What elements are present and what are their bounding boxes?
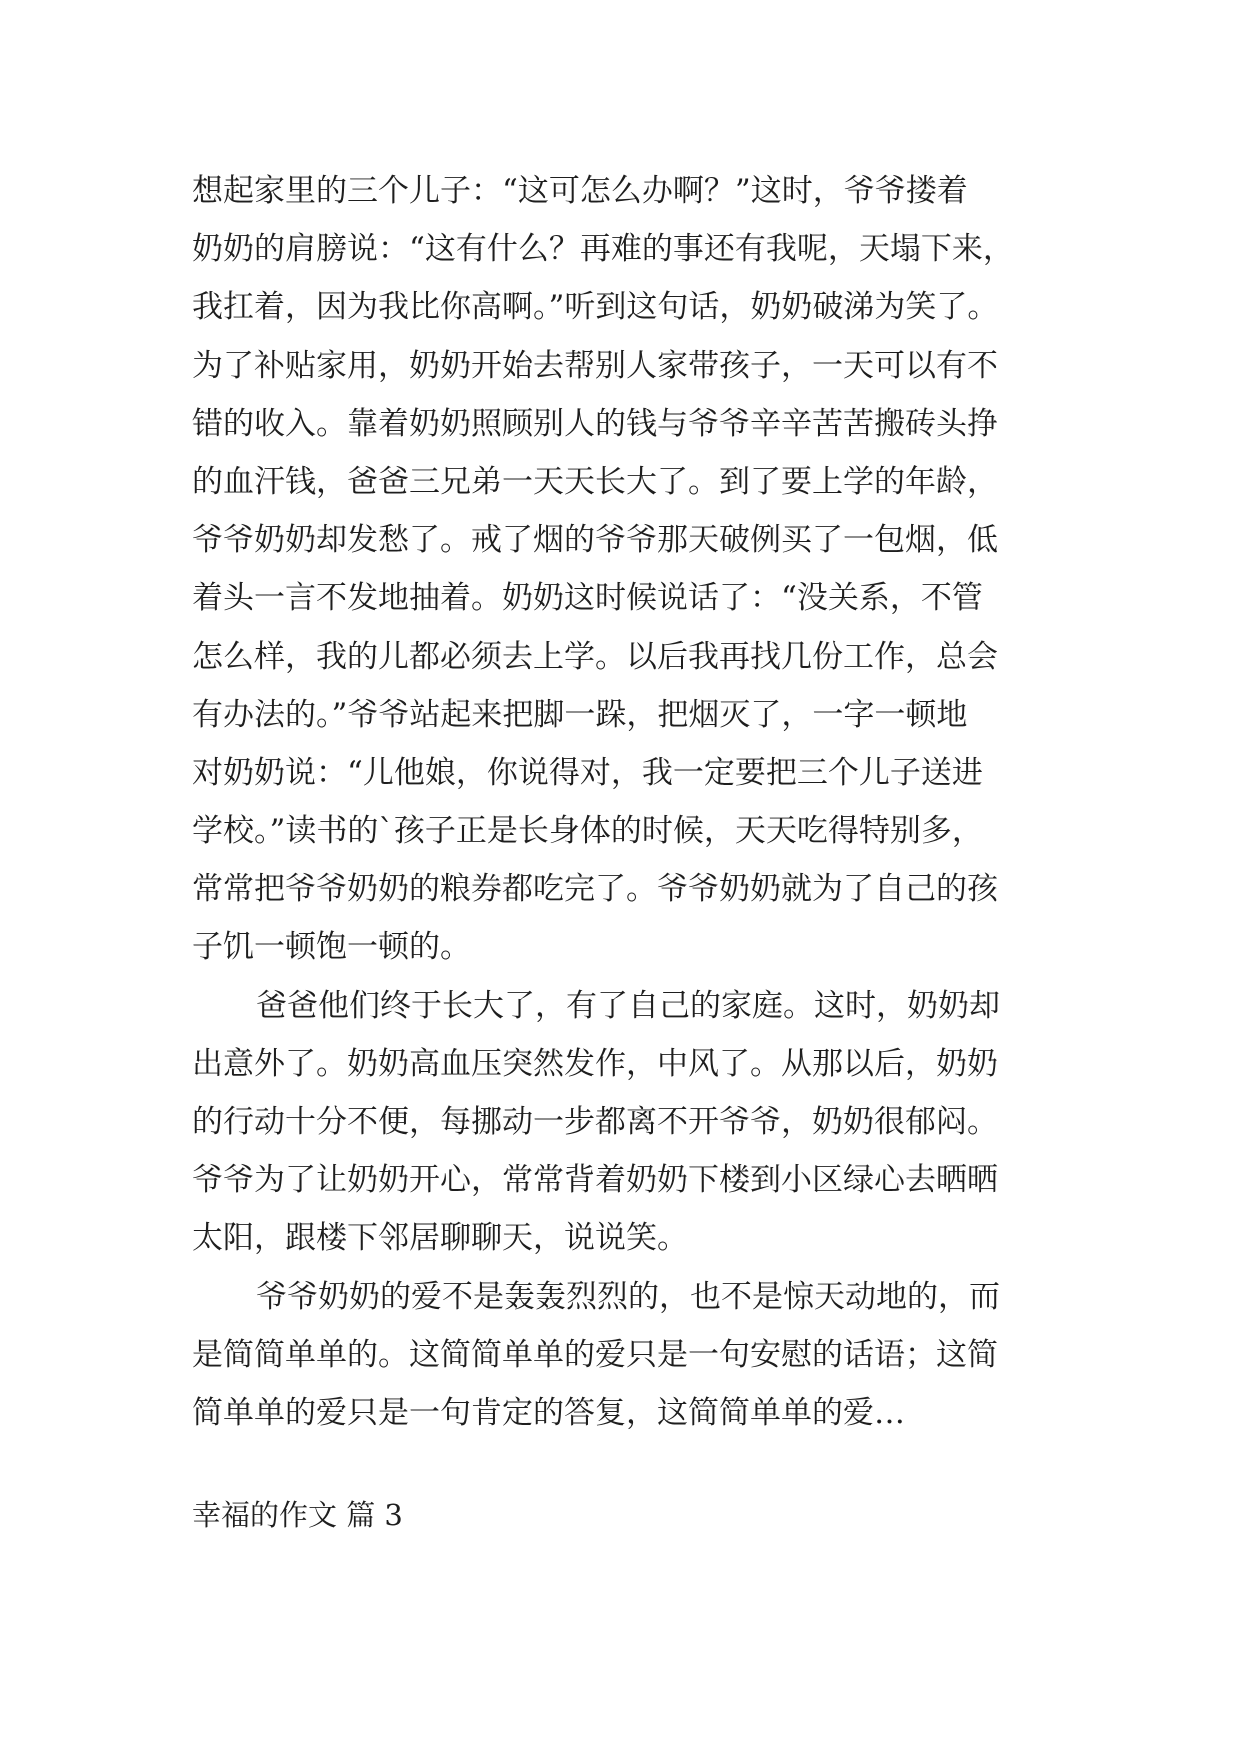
text-line: 子饥一顿饱一顿的。 bbox=[192, 929, 471, 966]
text-line: 有办法的。”爷爷站起来把脚一跺，把烟灭了，一字一顿地 bbox=[192, 696, 968, 733]
text-line: 着头一言不发地抽着。奶奶这时候说话了：“没关系，不管 bbox=[192, 580, 983, 617]
body-text bbox=[192, 162, 1072, 1442]
text-line: 奶奶的肩膀说：“这有什么？再难的事还有我呢，天塌下来， bbox=[192, 231, 1014, 268]
text-line: 怎么样，我的儿都必须去上学。以后我再找几份工作，总会 bbox=[192, 638, 998, 675]
text-line: 我扛着，因为我比你高啊。”听到这句话，奶奶破涕为笑了。 bbox=[192, 289, 999, 326]
text-line-paragraph-start: 爸爸他们终于长大了，有了自己的家庭。这时，奶奶却 bbox=[256, 987, 1000, 1024]
text-line: 对奶奶说：“儿他娘，你说得对，我一定要把三个儿子送进 bbox=[192, 754, 983, 791]
text-line: 的行动十分不便，每挪动一步都离不开爷爷，奶奶很郁闷。 bbox=[192, 1104, 998, 1140]
text-line: 是简简单单的。这简简单单的爱只是一句安慰的话语；这简 bbox=[192, 1336, 998, 1373]
section-title: 幸福的作文 篇 3 bbox=[192, 1498, 403, 1532]
text-line: 为了补贴家用，奶奶开始去帮别人家带孩子，一天可以有不 bbox=[192, 347, 998, 384]
text-line: 出意外了。奶奶高血压突然发作，中风了。从那以后，奶奶 bbox=[192, 1045, 998, 1082]
text-line: 学校。”读书的`孩子正是长身体的时候，天天吃得特别多， bbox=[192, 813, 983, 850]
text-line: 爷爷为了让奶奶开心，常常背着奶奶下楼到小区绿心去晒晒 bbox=[192, 1162, 998, 1199]
text-line: 太阳，跟楼下邻居聊聊天，说说笑。 bbox=[192, 1220, 688, 1257]
text-line: 简单单的爱只是一句肯定的答复，这简简单单的爱… bbox=[192, 1394, 905, 1431]
text-line-paragraph-start: 爷爷奶奶的爱不是轰轰烈烈的，也不是惊天动地的，而 bbox=[256, 1278, 1000, 1315]
text-line: 常常把爷爷奶奶的粮券都吃完了。爷爷奶奶就为了自己的孩 bbox=[192, 871, 998, 908]
text-line: 想起家里的三个儿子：“这可怎么办啊？”这时，爷爷搂着 bbox=[192, 173, 968, 209]
text-line: 的血汗钱，爸爸三兄弟一天天长大了。到了要上学的年龄， bbox=[192, 463, 998, 500]
text-line: 错的收入。靠着奶奶照顾别人的钱与爷爷辛辛苦苦搬砖头挣 bbox=[192, 405, 998, 442]
text-line: 爷爷奶奶却发愁了。戒了烟的爷爷那天破例买了一包烟，低 bbox=[192, 522, 998, 559]
